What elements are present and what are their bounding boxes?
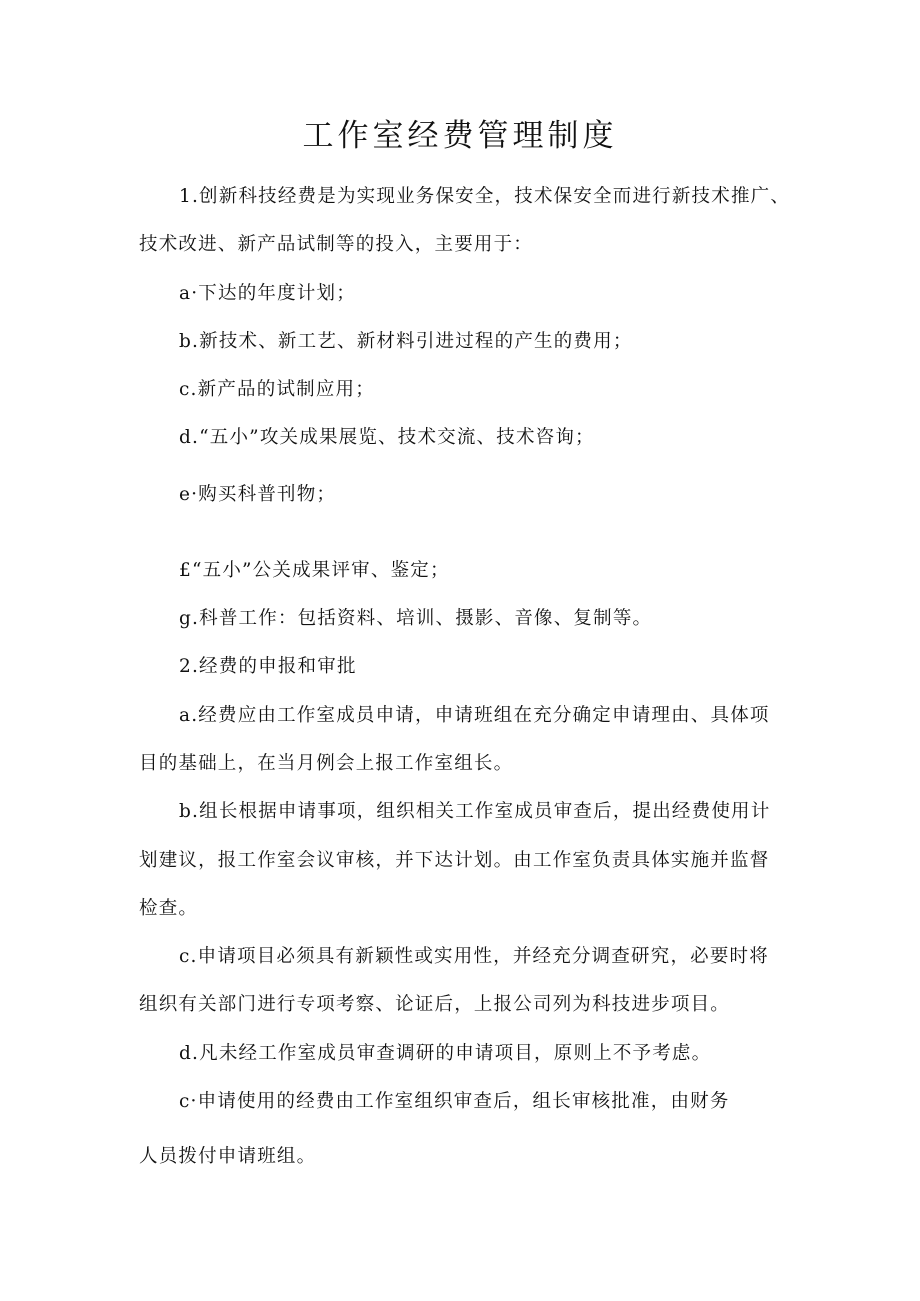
paragraph-line: 目的基础上，在当月例会上报工作室组长。: [139, 753, 514, 774]
paragraph-line: 检查。: [139, 898, 199, 919]
paragraph-line: a.经费应由工作室成员申请，申请班组在充分确定申请理由、具体项: [179, 705, 770, 726]
paragraph-line: 1.创新科技经费是为实现业务保安全，技术保安全而进行新技术推广、: [179, 186, 791, 207]
paragraph-line: 人员拨付申请班组。: [139, 1146, 317, 1167]
list-item: b.新技术、新工艺、新材料引进过程的产生的费用；: [179, 331, 633, 352]
paragraph-line: c.申请项目必须具有新颖性或实用性，并经充分调查研究，必要时将: [179, 946, 769, 967]
paragraph-line: 划建议，报工作室会议审核，并下达计划。由工作室负责具体实施并监督: [139, 850, 770, 871]
list-item: c.新产品的试制应用；: [179, 379, 375, 400]
section-heading: 2.经费的申报和审批: [179, 656, 357, 677]
paragraph-line: b.组长根据申请事项，组织相关工作室成员审查后，提出经费使用计: [179, 801, 771, 822]
paragraph-line: d.凡未经工作室成员审查调研的申请项目，原则上不予考虑。: [179, 1043, 712, 1064]
paragraph-line: c·申请使用的经费由工作室组织审查后，组长审核批准，由财务: [179, 1091, 730, 1112]
list-item: e·购买科普刊物；: [179, 484, 337, 505]
list-item: g.科普工作：包括资料、培训、摄影、音像、复制等。: [179, 608, 653, 629]
list-item: £“五小”公关成果评审、鉴定；: [179, 560, 450, 581]
paragraph-line: 组织有关部门进行专项考察、论证后，上报公司列为科技进步项目。: [139, 994, 731, 1015]
paragraph-line: 技术改进、新产品试制等的投入，主要用于：: [139, 234, 534, 255]
document-title: 工作室经费管理制度: [302, 118, 618, 154]
list-item: a·下达的年度计划；: [179, 283, 356, 304]
list-item: d.“五小”攻关成果展览、技术交流、技术咨询；: [179, 427, 595, 448]
